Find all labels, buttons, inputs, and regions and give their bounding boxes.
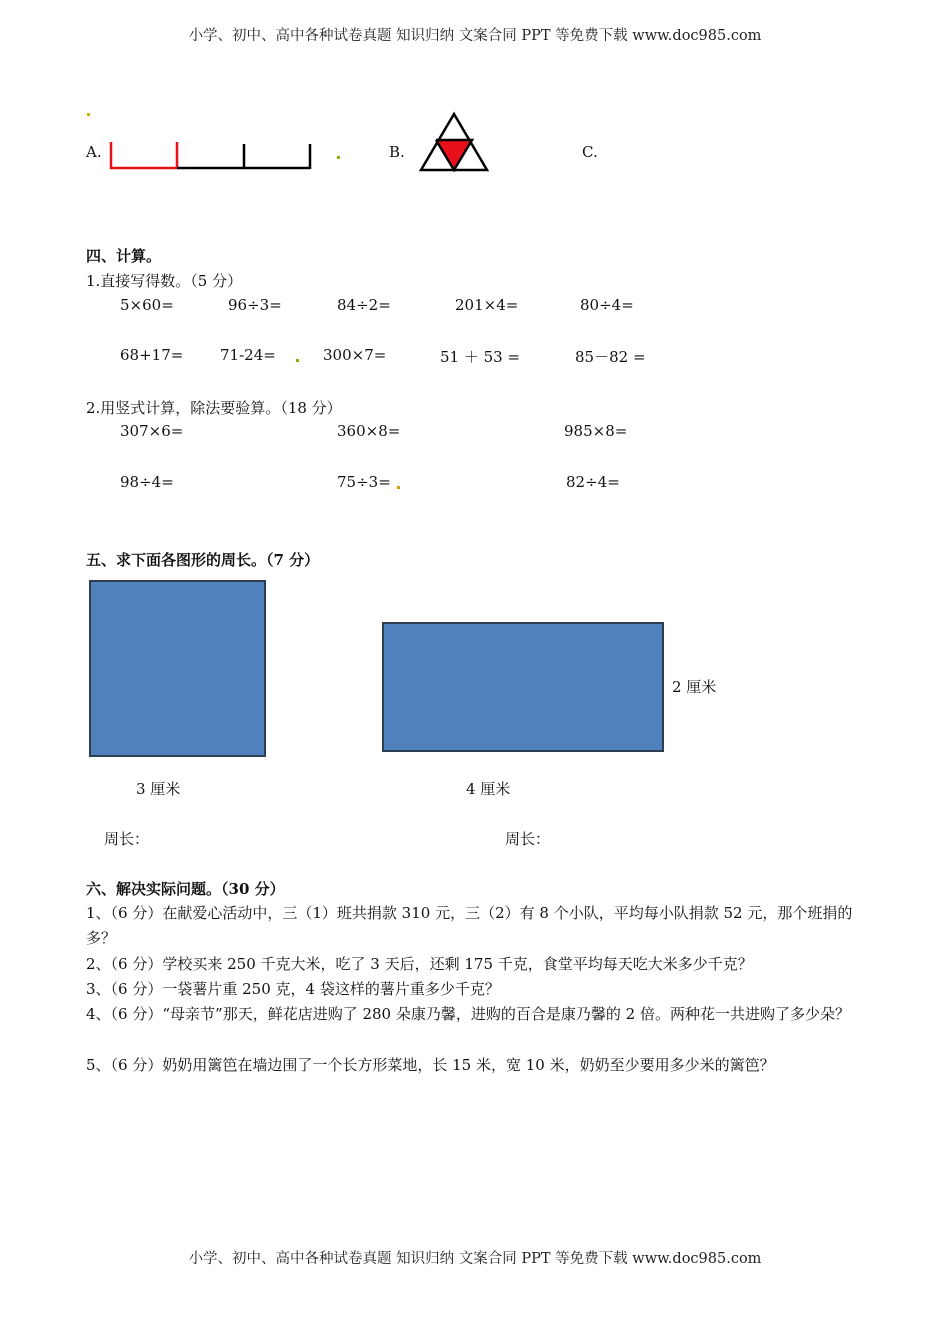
option-b-label: B. (389, 143, 405, 161)
calc-item: 68+17= (120, 346, 184, 364)
option-c-label: C. (582, 143, 598, 161)
calc-item: 5×60= (120, 296, 174, 314)
vertical-calc-item: 82÷4= (566, 473, 620, 491)
vertical-calc-item: 360×8= (337, 422, 401, 440)
problem-2: 2、（6 分）学校买来 250 千克大米，吃了 3 天后，还剩 175 千克，食堂平均每天吃大米多少千克？ (86, 955, 753, 973)
section4-title: 四、计算。 (86, 247, 162, 265)
problem-1: 1、（6 分）在献爱心活动中，三（1）班共捐款 310 元，三（2）有 8 个小队，平均每小队捐款 52 元，那个班捐的多？ (86, 904, 853, 947)
calc-item: 51 ＋ 53 = (440, 348, 521, 366)
stray-mark (296, 359, 299, 362)
option-a-label: A. (86, 143, 102, 161)
calc-item: 300×7= (323, 346, 387, 364)
option-a-segment-figure (104, 138, 316, 174)
rectangle-height-label: 2 厘米 (672, 678, 717, 696)
calc-item: 71-24= (220, 346, 276, 364)
vertical-calc-item: 985×8= (564, 422, 628, 440)
stray-mark (87, 113, 90, 116)
square-shape (89, 580, 266, 757)
section6-title: 六、解决实际问题。（30 分） (86, 880, 285, 898)
stray-mark (337, 156, 340, 159)
calc-item: 80÷4= (580, 296, 634, 314)
section4-part1-title: 1.直接写得数。（5 分） (86, 272, 243, 290)
rectangle-shape (382, 622, 664, 752)
calc-item: 96÷3= (228, 296, 282, 314)
page-header: 小学、初中、高中各种试卷真题 知识归纳 文案合同 PPT 等免费下载 www.doc985.com (188, 28, 762, 44)
perimeter-answer-2: 周长： (505, 830, 551, 848)
vertical-calc-item: 98÷4= (120, 473, 174, 491)
square-side-label: 3 厘米 (136, 780, 181, 798)
section5-title: 五、求下面各图形的周长。（7 分） (86, 551, 320, 569)
calc-item: 201×4= (455, 296, 519, 314)
calc-item: 85－82 = (575, 348, 646, 366)
vertical-calc-item: 75÷3= (337, 473, 391, 491)
page-footer: 小学、初中、高中各种试卷真题 知识归纳 文案合同 PPT 等免费下载 www.doc985.com (188, 1251, 762, 1267)
stray-mark (397, 486, 400, 489)
rectangle-width-label: 4 厘米 (466, 780, 511, 798)
vertical-calc-item: 307×6= (120, 422, 184, 440)
perimeter-answer-1: 周长： (104, 830, 150, 848)
calc-item: 84÷2= (337, 296, 391, 314)
problem-3: 3、（6 分）一袋薯片重 250 克，4 袋这样的薯片重多少千克？ (86, 980, 500, 998)
problem-4: 4、（6 分）“母亲节”那天，鲜花店进购了 280 朵康乃馨，进购的百合是康乃馨的 2 倍。两种花一共进购了多少朵？ (86, 1005, 850, 1023)
option-b-triangle-figure (418, 110, 492, 174)
problem-5: 5、（6 分）奶奶用篱笆在墙边围了一个长方形菜地，长 15 米，宽 10 米，奶奶至少要用多少米的篱笆？ (86, 1056, 775, 1074)
section4-part2-title: 2.用竖式计算，除法要验算。（18 分） (86, 399, 342, 417)
